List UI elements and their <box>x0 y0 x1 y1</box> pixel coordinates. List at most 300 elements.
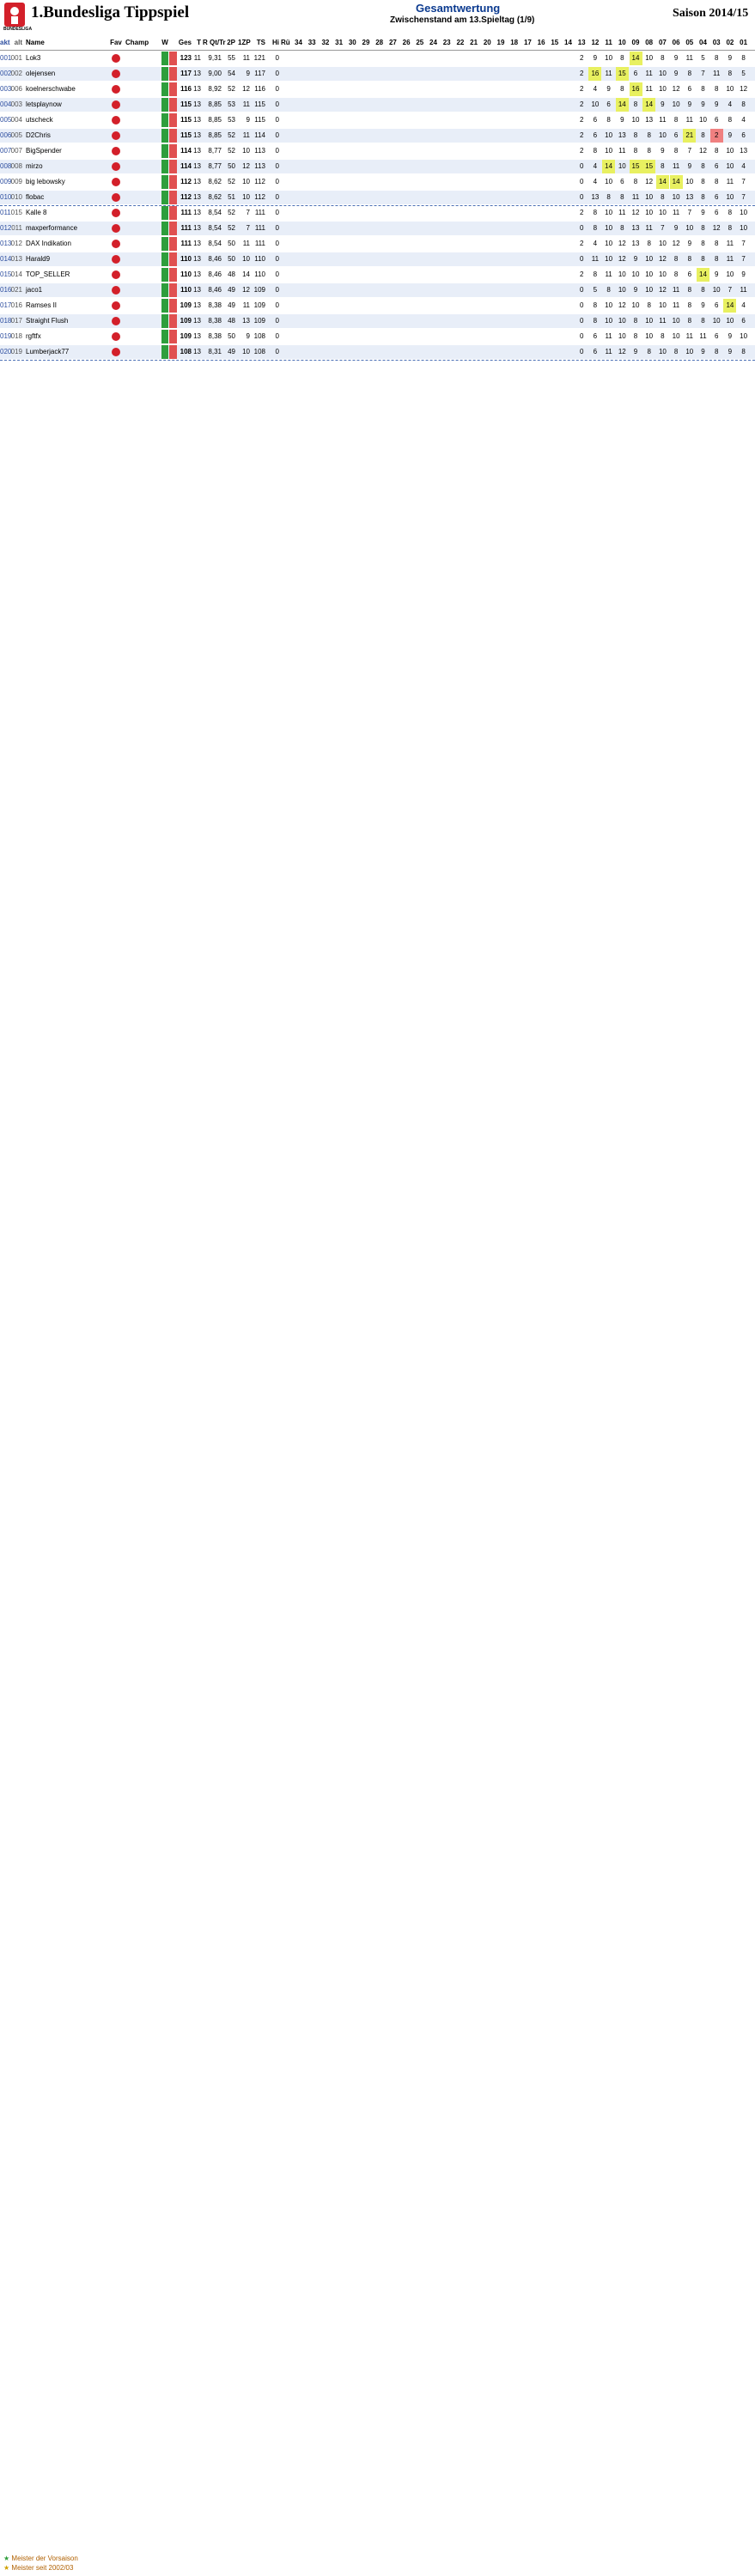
rank-previous: 001 <box>10 54 22 62</box>
total-points: 115 <box>180 116 192 124</box>
hi-value: 0 <box>275 348 279 355</box>
spieltag-points: 10 <box>740 209 748 216</box>
spieltag-points: 6 <box>606 100 611 108</box>
spieltag-points: 0 <box>579 162 584 170</box>
tips-count: 13 <box>193 178 201 185</box>
spieltag-points: 9 <box>701 100 705 108</box>
ru-value <box>281 175 289 189</box>
spieltag-points: 4 <box>593 240 598 247</box>
spieltag-points: 2 <box>710 129 723 143</box>
ru-value <box>281 283 289 297</box>
spieltag-points: 15 <box>642 160 655 173</box>
spieltag-29: 29 <box>362 39 370 46</box>
rank-previous: 016 <box>10 301 22 309</box>
hi-value: 0 <box>275 301 279 309</box>
ru-value <box>281 191 289 204</box>
spieltag-points: 8 <box>593 317 598 325</box>
legend-item-seit <box>3 2563 78 2573</box>
spieltag-points: 10 <box>618 332 626 340</box>
player-name: DAX Indikation <box>26 240 71 247</box>
spieltag-points: 8 <box>673 255 679 263</box>
spieltag-points: 10 <box>658 70 667 77</box>
total-points: 110 <box>180 270 192 278</box>
spieltag-points: 5 <box>701 54 705 62</box>
spieltag-points: 9 <box>687 100 692 108</box>
spieltag-points: 11 <box>618 147 626 155</box>
spieltag-history <box>292 345 752 359</box>
one-point: 11 <box>242 131 250 139</box>
table-row[interactable] <box>0 52 755 65</box>
spieltag-points: 2 <box>579 270 584 278</box>
rank-previous: 014 <box>10 270 22 278</box>
player-name: maxperformance <box>26 224 78 232</box>
spieltag-points: 13 <box>591 193 600 201</box>
w-indicator <box>161 314 168 328</box>
player-name: Straight Flush <box>26 317 69 325</box>
w-indicator <box>161 82 168 96</box>
spieltag-points: 9 <box>701 301 705 309</box>
spieltag-points: 10 <box>726 317 734 325</box>
g-indicator <box>169 160 177 173</box>
two-points: 50 <box>228 332 235 340</box>
total-points: 111 <box>180 224 192 232</box>
spieltag-points: 8 <box>633 332 638 340</box>
two-points: 50 <box>228 255 235 263</box>
spieltag-13: 13 <box>577 39 586 46</box>
spieltag-points: 8 <box>687 286 692 294</box>
rank-current: 020 <box>0 348 12 355</box>
spieltag-points: 4 <box>593 178 598 185</box>
table-row[interactable] <box>0 206 755 220</box>
spieltag-history <box>292 144 752 158</box>
hi-value: 0 <box>275 54 279 62</box>
spieltag-points: 8 <box>647 131 651 139</box>
player-name: Lumberjack77 <box>26 348 70 355</box>
spieltag-points: 10 <box>605 317 613 325</box>
spieltag-history <box>292 129 752 143</box>
two-points: 53 <box>228 116 235 124</box>
spieltag-points: 11 <box>726 240 734 247</box>
ts-value: 116 <box>254 85 265 93</box>
spieltag-points: 2 <box>579 100 584 108</box>
ru-value <box>281 129 289 143</box>
fav-club-icon <box>110 160 122 173</box>
spieltag-points: 9 <box>728 131 733 139</box>
ru-value <box>281 113 289 127</box>
one-point: 7 <box>246 209 250 216</box>
rank-current: 010 <box>0 193 12 201</box>
total-points: 110 <box>180 286 192 294</box>
spieltag-points: 8 <box>661 162 665 170</box>
table-row[interactable] <box>0 299 755 313</box>
spieltag-points: 6 <box>673 131 679 139</box>
w-indicator <box>161 113 168 127</box>
spieltag-points: 8 <box>647 348 651 355</box>
spieltag-points: 11 <box>591 255 600 263</box>
one-point: 7 <box>246 224 250 232</box>
ru-value <box>281 52 289 65</box>
champ-cell <box>125 283 160 297</box>
rank-previous: 012 <box>10 240 22 247</box>
table-row[interactable] <box>0 82 755 96</box>
spieltag-points: 10 <box>658 301 667 309</box>
spieltag-points: 11 <box>618 209 626 216</box>
fav-club-icon <box>110 268 122 282</box>
two-points: 49 <box>228 301 235 309</box>
table-row[interactable] <box>0 67 755 81</box>
hi-value: 0 <box>275 70 279 77</box>
table-row[interactable] <box>0 283 755 297</box>
player-name: Kalle 8 <box>26 209 47 216</box>
quota: 8,62 <box>208 178 222 185</box>
tips-count: 13 <box>193 193 201 201</box>
w-indicator <box>161 299 168 313</box>
spieltag-points: 10 <box>645 332 654 340</box>
spieltag-points: 10 <box>618 317 626 325</box>
col-champ: Champ <box>125 39 149 46</box>
spieltag-points: 6 <box>714 116 719 124</box>
spieltag-points: 10 <box>618 270 626 278</box>
spieltag-points: 8 <box>606 286 611 294</box>
one-point: 10 <box>242 178 250 185</box>
player-name: mirzo <box>26 162 43 170</box>
spieltag-points: 10 <box>605 54 613 62</box>
spieltag-points: 8 <box>701 240 705 247</box>
one-point: 9 <box>246 70 250 77</box>
w-indicator <box>161 222 168 235</box>
spieltag-points: 10 <box>645 209 654 216</box>
table-row[interactable] <box>0 113 755 127</box>
spieltag-points: 8 <box>714 348 719 355</box>
spieltag-points: 11 <box>740 286 747 294</box>
tips-count: 13 <box>193 286 201 294</box>
champ-cell <box>125 67 160 81</box>
spieltag-points: 10 <box>685 178 694 185</box>
spieltag-points: 10 <box>658 348 667 355</box>
spieltag-points: 4 <box>741 116 746 124</box>
spieltag-25: 25 <box>416 39 424 46</box>
spieltag-points: 10 <box>631 116 640 124</box>
ru-value <box>281 237 289 251</box>
quota: 8,46 <box>208 255 222 263</box>
rank-current: 014 <box>0 255 12 263</box>
table-row[interactable] <box>0 191 755 204</box>
spieltag-points: 0 <box>579 348 584 355</box>
spieltag-points: 6 <box>593 116 598 124</box>
spieltag-points: 10 <box>605 224 613 232</box>
spieltag-points: 8 <box>647 240 651 247</box>
col-2p: 2P <box>227 39 235 46</box>
spieltag-points: 6 <box>714 209 719 216</box>
total-points: 114 <box>180 162 192 170</box>
rank-previous: 010 <box>10 193 22 201</box>
fav-club-icon <box>110 129 122 143</box>
quota: 8,46 <box>208 286 222 294</box>
spieltag-points: 12 <box>658 255 667 263</box>
quota: 9,00 <box>208 70 222 77</box>
spieltag-09: 09 <box>631 39 640 46</box>
rank-previous: 003 <box>10 100 22 108</box>
one-point: 10 <box>242 348 250 355</box>
spieltag-points: 0 <box>579 178 584 185</box>
group-divider <box>0 360 755 361</box>
rank-current: 013 <box>0 240 12 247</box>
two-points: 49 <box>228 348 235 355</box>
g-indicator <box>169 52 177 65</box>
total-points: 112 <box>180 178 192 185</box>
spieltag-points: 12 <box>672 240 680 247</box>
spieltag-points: 11 <box>672 301 680 309</box>
table-row[interactable] <box>0 98 755 112</box>
spieltag-points: 9 <box>661 100 665 108</box>
player-name: Ramses II <box>26 301 58 309</box>
spieltag-21: 21 <box>470 39 478 46</box>
two-points: 48 <box>228 317 235 325</box>
fav-club-icon <box>110 113 122 127</box>
table-row[interactable] <box>0 144 755 158</box>
ts-value: 108 <box>253 348 265 355</box>
rank-previous: 019 <box>10 348 22 355</box>
hi-value: 0 <box>275 240 279 247</box>
star-icon: ★ <box>3 2564 10 2572</box>
spieltag-points: 14 <box>616 98 629 112</box>
subtitle: Gesamtwertung <box>416 2 501 15</box>
spieltag-12: 12 <box>591 39 600 46</box>
one-point: 10 <box>242 193 250 201</box>
g-indicator <box>169 252 177 266</box>
hi-value: 0 <box>275 224 279 232</box>
legend-label: Meister der Vorsaison <box>11 2555 78 2562</box>
spieltag-points: 10 <box>740 332 748 340</box>
player-name: utscheck <box>26 116 53 124</box>
hi-value: 0 <box>275 116 279 124</box>
spieltag-points: 8 <box>714 147 719 155</box>
rank-previous: 021 <box>10 286 22 294</box>
spieltag-points: 8 <box>620 54 624 62</box>
spieltag-points: 10 <box>618 286 626 294</box>
spieltag-points: 0 <box>579 224 584 232</box>
spieltag-points: 8 <box>647 301 651 309</box>
spieltag-points: 16 <box>630 82 642 96</box>
one-point: 10 <box>242 147 250 155</box>
quota: 8,31 <box>208 348 222 355</box>
table-row[interactable] <box>0 314 755 328</box>
ts-value: 115 <box>254 100 265 108</box>
table-row[interactable] <box>0 175 755 189</box>
total-points: 112 <box>180 193 192 201</box>
quota: 8,54 <box>208 240 222 247</box>
spieltag-points: 6 <box>593 332 598 340</box>
spieltag-points: 8 <box>701 178 705 185</box>
spieltag-points: 9 <box>673 70 679 77</box>
g-indicator <box>169 67 177 81</box>
spieltag-points: 9 <box>728 348 733 355</box>
spieltag-points: 10 <box>740 224 748 232</box>
ts-value: 109 <box>253 286 265 294</box>
ru-value <box>281 144 289 158</box>
champ-cell <box>125 82 160 96</box>
spieltag-points: 8 <box>673 270 679 278</box>
total-points: 116 <box>180 85 192 93</box>
spieltag-points: 10 <box>685 224 694 232</box>
tips-count: 13 <box>193 100 201 108</box>
g-indicator <box>169 191 177 204</box>
rank-previous: 013 <box>10 255 22 263</box>
spieltag-points: 11 <box>672 286 680 294</box>
tips-count: 13 <box>193 255 201 263</box>
total-points: 115 <box>180 131 192 139</box>
ru-value <box>281 206 289 220</box>
champ-cell <box>125 330 160 343</box>
spieltag-points: 8 <box>593 270 598 278</box>
col-w: W <box>161 39 168 46</box>
g-indicator <box>169 268 177 282</box>
player-name: TOP_SELLER <box>26 270 70 278</box>
spieltag-points: 8 <box>701 193 705 201</box>
spieltag-points: 8 <box>741 54 746 62</box>
player-name: koelnerschwabe <box>26 85 76 93</box>
spieltag-points: 8 <box>701 224 705 232</box>
table-row[interactable] <box>0 129 755 143</box>
fav-club-icon <box>110 144 122 158</box>
col-1zp: 1ZP <box>238 39 251 46</box>
header <box>0 0 755 33</box>
ts-value: 110 <box>254 255 265 263</box>
table-row[interactable] <box>0 222 755 235</box>
spieltag-points: 12 <box>618 255 626 263</box>
spieltag-16: 16 <box>537 39 545 46</box>
table-row[interactable] <box>0 237 755 251</box>
quota: 8,85 <box>208 131 222 139</box>
spieltag-points: 8 <box>741 100 746 108</box>
spieltag-04: 04 <box>699 39 707 46</box>
table-row[interactable] <box>0 345 755 359</box>
champ-cell <box>125 113 160 127</box>
ts-value: 110 <box>254 270 265 278</box>
spieltag-points: 10 <box>726 85 734 93</box>
spieltag-points: 10 <box>591 100 600 108</box>
spieltag-points: 11 <box>726 255 734 263</box>
spieltag-points: 7 <box>741 193 746 201</box>
spieltag-points: 10 <box>605 240 613 247</box>
two-points: 52 <box>228 209 235 216</box>
spieltag-points: 4 <box>593 162 598 170</box>
w-indicator <box>161 330 168 343</box>
spieltag-points: 2 <box>579 116 584 124</box>
spieltag-points: 8 <box>633 317 638 325</box>
rank-current: 012 <box>0 224 12 232</box>
rank-current: 004 <box>0 100 12 108</box>
two-points: 52 <box>228 224 235 232</box>
col-ges: Ges <box>178 39 192 46</box>
ts-value: 111 <box>254 209 265 216</box>
spieltag-points: 12 <box>672 85 680 93</box>
spieltag-points: 8 <box>673 116 679 124</box>
fav-club-icon <box>110 82 122 96</box>
spieltag-points: 21 <box>683 129 696 143</box>
g-indicator <box>169 330 177 343</box>
spieltag-points: 14 <box>642 98 655 112</box>
rank-current: 002 <box>0 70 12 77</box>
spieltag-points: 9 <box>606 85 611 93</box>
spieltag-points: 10 <box>645 286 654 294</box>
spieltag-points: 2 <box>579 131 584 139</box>
g-indicator <box>169 222 177 235</box>
page-title: 1.Bundesliga Tippspiel <box>31 3 190 21</box>
spieltag-points: 8 <box>647 147 651 155</box>
table-header <box>0 36 755 51</box>
legend-label: Meister seit 2002/03 <box>11 2564 74 2572</box>
table-row[interactable] <box>0 160 755 173</box>
col-fav: Fav <box>110 39 122 46</box>
spieltag-points: 10 <box>685 348 694 355</box>
spieltag-points: 8 <box>728 70 733 77</box>
total-points: 110 <box>180 255 192 263</box>
spieltag-points: 8 <box>620 224 624 232</box>
fav-club-icon <box>110 314 122 328</box>
spieltag-23: 23 <box>442 39 451 46</box>
spieltag-points: 7 <box>728 286 733 294</box>
spieltag-points: 0 <box>579 332 584 340</box>
w-indicator <box>161 175 168 189</box>
g-indicator <box>169 237 177 251</box>
ru-value <box>281 345 289 359</box>
champ-cell <box>125 345 160 359</box>
spieltag-points: 13 <box>631 240 640 247</box>
ts-value: 111 <box>254 240 265 247</box>
spieltag-points: 10 <box>605 255 613 263</box>
table-row[interactable] <box>0 330 755 343</box>
champ-cell <box>125 160 160 173</box>
spieltag-points: 8 <box>741 348 746 355</box>
rank-current: 018 <box>0 317 12 325</box>
g-indicator <box>169 283 177 297</box>
tips-count: 13 <box>193 147 201 155</box>
spieltag-points: 8 <box>728 116 733 124</box>
total-points: 114 <box>180 147 192 155</box>
player-name: BigSpender <box>26 147 62 155</box>
hi-value: 0 <box>275 255 279 263</box>
spieltag-points: 8 <box>661 193 665 201</box>
hi-value: 0 <box>275 100 279 108</box>
g-indicator <box>169 345 177 359</box>
spieltag-points: 10 <box>605 209 613 216</box>
ru-value <box>281 222 289 235</box>
spieltag-points: 10 <box>726 270 734 278</box>
spieltag-points: 8 <box>633 131 638 139</box>
spieltag-points: 11 <box>605 270 612 278</box>
player-name: rgftfx <box>26 332 41 340</box>
spieltag-points: 12 <box>699 147 707 155</box>
ts-value: 121 <box>253 54 265 62</box>
w-indicator <box>161 206 168 220</box>
spieltag-05: 05 <box>685 39 694 46</box>
spieltag-history <box>292 67 752 81</box>
ts-value: 108 <box>253 332 265 340</box>
spieltag-points: 10 <box>672 100 680 108</box>
spieltag-27: 27 <box>388 39 397 46</box>
player-name: big lebowsky <box>26 178 65 185</box>
quota: 8,62 <box>208 193 222 201</box>
rank-current: 008 <box>0 162 12 170</box>
one-point: 12 <box>242 286 250 294</box>
table-row[interactable] <box>0 252 755 266</box>
tips-count: 13 <box>193 301 201 309</box>
hi-value: 0 <box>275 193 279 201</box>
spieltag-points: 7 <box>661 224 665 232</box>
table-row[interactable] <box>0 268 755 282</box>
g-indicator <box>169 129 177 143</box>
